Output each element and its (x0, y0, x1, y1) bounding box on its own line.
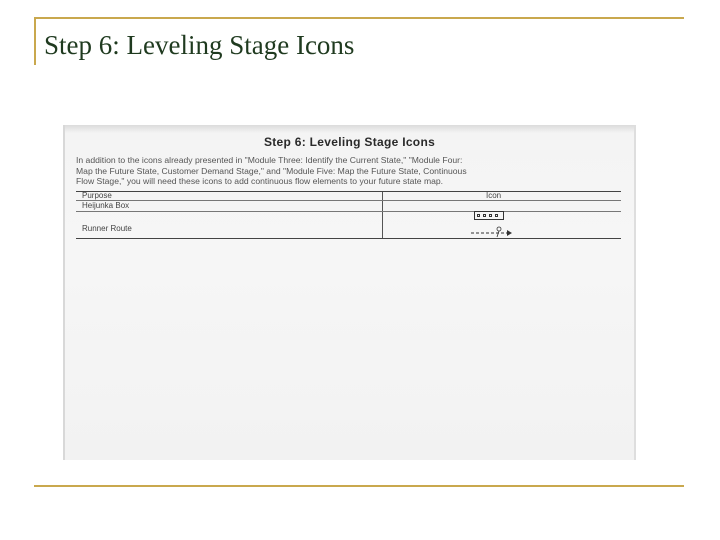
document-intro (76, 155, 624, 187)
intro-line: In addition to the icons already presented in "Module Three: Identify the Current State," "Module Four: (76, 155, 463, 165)
table-row (76, 221, 621, 238)
header-icon: Icon (486, 191, 502, 200)
heijunka-box-icon (474, 211, 504, 220)
row-purpose-runner: Runner Route (82, 224, 132, 233)
top-rule-vertical (34, 17, 36, 65)
top-rule-horizontal (34, 17, 684, 19)
header-purpose: Purpose (82, 191, 112, 200)
document-heading: Step 6: Leveling Stage Icons (263, 135, 436, 149)
table-row (76, 201, 621, 212)
runner-route-icon (469, 225, 513, 239)
bottom-rule (34, 485, 684, 487)
table-header-row (76, 192, 621, 201)
intro-line: Flow Stage," you will need these icons to add continuous flow elements to your future state map. (76, 176, 444, 186)
row-purpose-heijunka: Heijunka Box (82, 201, 130, 210)
icon-table (76, 191, 621, 239)
intro-line: Map the Future State, Customer Demand Stage," and "Module Five: Map the Future State, Continuous (76, 165, 467, 176)
scanned-document (63, 125, 636, 460)
slide-title: Step 6: Leveling Stage Icons (44, 30, 355, 60)
